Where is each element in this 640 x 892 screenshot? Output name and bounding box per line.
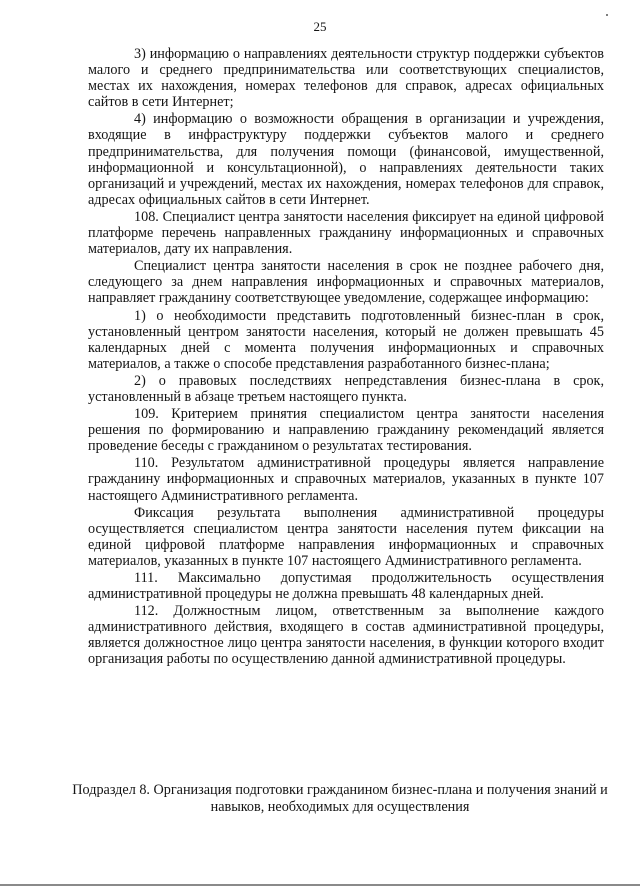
- body-text: [88, 46, 604, 668]
- page-bottom-edge: [0, 884, 640, 886]
- paragraph-112: 112. Должностным лицом, ответственным за выполнение каждого административного действия, входящего в состав административной процедуры, является должностное лицо центра занятости населения, в функции которого входит организация работы по осуществлению данной административной процедуры.: [88, 603, 604, 668]
- section-subheading: Подраздел 8. Организация подготовки гражданином бизнес-плана и получения знаний и навыков, необходимых для осуществления: [72, 782, 608, 815]
- paragraph-110: 110. Результатом административной процедуры является направление гражданину информационных и справочных материалов, указанных в пункте 107 настоящего Административного регламента.: [88, 455, 604, 504]
- scan-mark: [606, 14, 608, 16]
- paragraph-subitem-1: 1) о необходимости представить подготовленный бизнес-план в срок, установленный центром занятости населения, который не должен превышать 45 календарных дней с момента получения информационных и справочных материалов, а также о способе представления разработанного бизнес-плана;: [88, 307, 604, 372]
- paragraph-item-3: 3) информацию о направлениях деятельности структур поддержки субъектов малого и среднего предпринимательства или соответствующих специалистов, местах их нахождения, номерах телефонов для справок, адресах официальных сайтов в сети Интернет;: [88, 46, 604, 111]
- page-number: 25: [313, 19, 327, 34]
- paragraph-111: 111. Максимально допустимая продолжительность осуществления административной процедуры не должна превышать 48 календарных дней.: [88, 570, 604, 603]
- paragraph-108: 108. Специалист центра занятости населения фиксирует на единой цифровой платформе перечень направленных гражданину информационных и справочных материалов, дату их направления.: [88, 208, 604, 258]
- paragraph-fixation: Фиксация результата выполнения административной процедуры осуществляется специалистом центра занятости населения путем фиксации на единой цифровой платформе направления информационных и справочных материалов, указанных в пункте 107 настоящего Административного регламента.: [88, 504, 604, 569]
- paragraph-109: 109. Критерием принятия специалистом центра занятости населения решения по формированию и направлению гражданину рекомендаций является проведение беседы с гражданином о результатах тестирования.: [88, 406, 604, 455]
- paragraph-item-4: 4) информацию о возможности обращения в организации и учреждения, входящие в инфраструктуру поддержки субъектов малого и среднего предпринимательства, для получения помощи (финансовой, имущественной, информационной и консультационной), о направлениях деятельности таких организаций и учреждений, местах их нахождения, номерах телефонов для справок, адресах официальных сайтов в сети Интернет.: [88, 111, 604, 208]
- paragraph-notification: Специалист центра занятости населения в срок не позднее рабочего дня, следующего за днем направления информационных и справочных материалов, направляет гражданину соответствующее уведомление, содержащее информацию:: [88, 258, 604, 307]
- paragraph-subitem-2: 2) о правовых последствиях непредставления бизнес-плана в срок, установленный в абзаце третьем настоящего пункта.: [88, 372, 604, 405]
